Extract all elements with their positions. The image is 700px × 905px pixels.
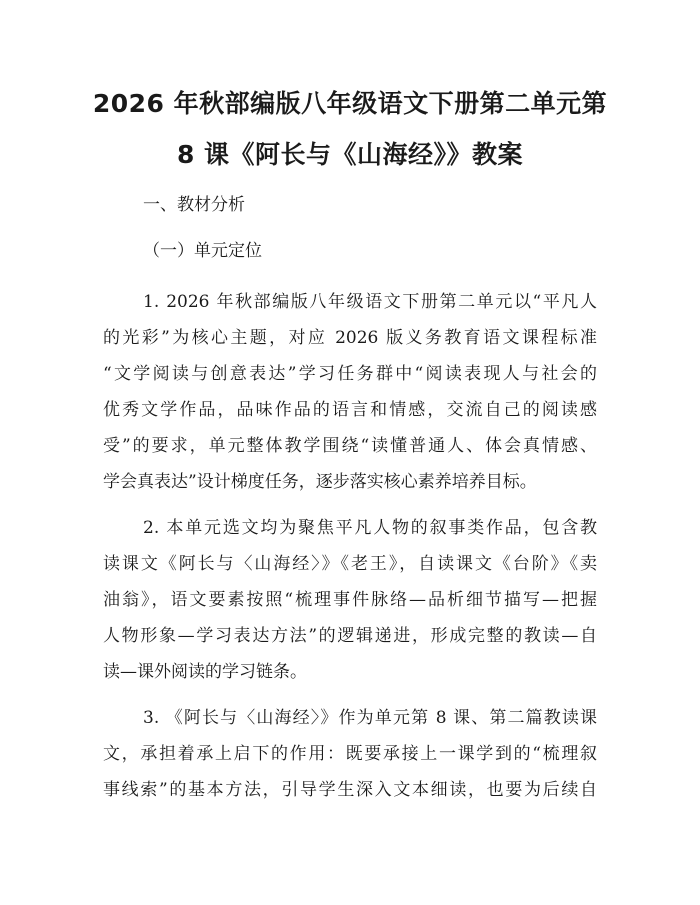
paragraph-2-line-4: 人物形象—学习表达方法”的逻辑递进，形成完整的教读—自 <box>103 626 597 646</box>
paragraph-2-line-2: 读课文《阿长与〈山海经〉》《老王》，自读课文《台阶》《卖 <box>103 554 597 574</box>
paragraph-1-line-2: 的光彩”为核心主题，对应 2026 版义务教育语文课程标准 <box>103 328 597 348</box>
document-title-line-2: 8 课《阿长与《山海经》》教案 <box>176 140 524 169</box>
paragraph-3-line-2: 文，承担着承上启下的作用：既要承接上一课学到的“梳理叙 <box>103 744 597 764</box>
paragraph-1-line-4: 优秀文学作品，品味作品的语言和情感，交流自己的阅读感 <box>103 400 597 420</box>
paragraph-2-line-1: 2. 本单元选文均为聚焦平凡人物的叙事类作品，包含教 <box>143 518 597 538</box>
paragraph-1-line-1: 1. 2026 年秋部编版八年级语文下册第二单元以“平凡人 <box>143 292 597 312</box>
paragraph-1-line-5: 受”的要求，单元整体教学围绕“读懂普通人、体会真情感、 <box>103 436 597 456</box>
paragraph-1-line-3: “文学阅读与创意表达”学习任务群中“阅读表现人与社会的 <box>103 364 597 384</box>
paragraph-1-line-6: 学会真表达”设计梯度任务，逐步落实核心素养培养目标。 <box>103 472 537 492</box>
subsection-heading: （一）单元定位 <box>143 241 262 261</box>
paragraph-2-line-3: 油翁》，语文要素按照“梳理事件脉络—品析细节描写—把握 <box>103 590 597 610</box>
paragraph-3-line-3: 事线索”的基本方法，引导学生深入文本细读，也要为后续自 <box>103 780 597 800</box>
paragraph-3-line-1: 3. 《阿长与〈山海经〉》作为单元第 8 课、第二篇教读课 <box>143 708 597 728</box>
document-title-line-1: 2026 年秋部编版八年级语文下册第二单元第 <box>92 89 608 118</box>
paragraph-2-line-5: 读—课外阅读的学习链条。 <box>103 662 307 682</box>
section-heading: 一、教材分析 <box>143 195 245 215</box>
